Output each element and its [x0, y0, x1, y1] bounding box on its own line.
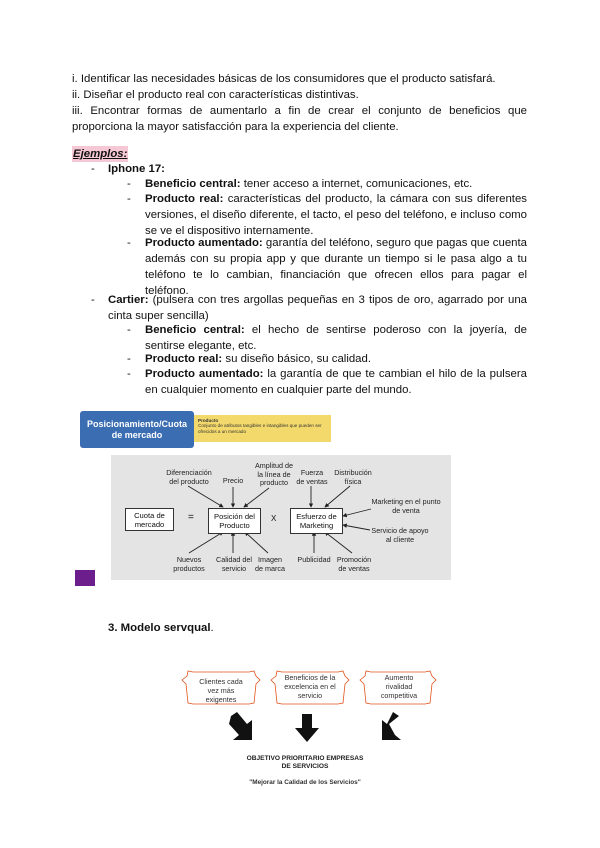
servqual-objective: OBJETIVO PRIORITARIO EMPRESAS DE SERVICIOS	[246, 755, 364, 770]
cartier-item-dash: -	[127, 324, 131, 336]
top-label-diferenciacion: Diferenciación del producto	[166, 468, 212, 486]
iphone-item-dash: -	[127, 193, 131, 205]
esfuerzo-box: Esfuerzo de Marketing	[290, 508, 343, 534]
bottom-label-calidad: Calidad del servicio	[216, 555, 252, 573]
cartier-item-dash: -	[127, 368, 131, 380]
iphone-producto-real: Producto real: características del producto, la cámara con sus diferentes versiones, el diseño diferente, el tacto, el peso del teléfono, e incluso como se ve el dispositivo internamente.	[145, 193, 527, 237]
iphone-item-dash: -	[127, 237, 131, 249]
cartier-producto-aumentado: Producto aumentado: la garantía de que te cambian el hilo de la pulsera en cualquier momento en cualquier parte del mundo.	[145, 368, 527, 396]
intro-line-1: i. Identificar las necesidades básicas de los consumidores que el producto satisfará.	[72, 73, 496, 85]
intro-line-2: ii. Diseñar el producto real con características distintivas.	[72, 89, 359, 101]
iphone-dash: -	[91, 163, 95, 175]
cartier-beneficio-central: Beneficio central: el hecho de sentirse poderoso con la joyería, de sentirse elegante, etc.	[145, 324, 527, 352]
servqual-quote: "Mejorar la Calidad de los Servicios"	[249, 779, 361, 786]
intro-line-3: iii. Encontrar formas de aumentarlo a fin de crear el conjunto de beneficios que proporciona la mayor satisfacción para la experiencia del cliente.	[72, 105, 527, 133]
section-3-title: 3. Modelo servqual.	[108, 622, 214, 634]
servqual-box-rivalidad: Aumento rivalidad competitiva	[380, 673, 418, 700]
right-label-servicio-apoyo: Servicio de apoyo al cliente	[371, 526, 429, 544]
servqual-box-beneficios: Beneficios de la excelencia en el servicio	[284, 673, 336, 700]
top-label-fuerza: Fuerza de ventas	[296, 468, 328, 486]
servqual-box-clientes: Clientes cada vez más exigentes	[199, 677, 243, 704]
bottom-label-nuevos: Nuevos productos	[173, 555, 205, 573]
cartier-producto-real: Producto real: su diseño básico, su calidad.	[145, 353, 372, 365]
iphone-beneficio-central: Beneficio central: tener acceso a internet, comunicaciones, etc.	[145, 178, 473, 190]
cuota-box: Cuota de mercado	[125, 508, 174, 531]
examples-heading: Ejemplos:	[73, 148, 128, 160]
cartier-dash: -	[91, 294, 95, 306]
figure-note-title: Producto	[198, 418, 219, 423]
top-label-amplitud: Amplitud de la línea de producto	[255, 461, 293, 487]
cartier-item-dash: -	[127, 353, 131, 365]
equals-sign: =	[188, 512, 194, 523]
figure-note-text: Conjunto de atributos tangibles e intangibles que pueden ser ofrecidos a un mercado	[198, 423, 322, 434]
iphone-item-dash: -	[127, 178, 131, 190]
bottom-label-imagen: Imagen de marca	[255, 555, 285, 573]
top-label-distribucion: Distribución física	[334, 468, 372, 486]
iphone-title: Iphone 17:	[108, 163, 165, 175]
top-label-precio: Precio	[222, 476, 244, 485]
bottom-label-publicidad: Publicidad	[297, 555, 331, 564]
iphone-producto-aumentado: Producto aumentado: garantía del teléfono, seguro que pagas que cuenta además con su propia app y que durante un tiempo si le pasa algo a tu teléfono te lo cambian, financiación que ofrecen ellos para pagar el teléfono.	[145, 237, 527, 297]
posicion-box: Posición del Producto	[208, 508, 261, 534]
cartier-intro: Cartier: (pulsera con tres argollas pequeñas en 3 tipos de oro, agarrado por una cinta super sencilla)	[108, 294, 527, 322]
bottom-label-promocion: Promoción de ventas	[336, 555, 372, 573]
right-label-marketing-punto: Marketing en el punto de venta	[371, 497, 441, 515]
times-sign: X	[271, 514, 277, 523]
figure-banner: Posicionamiento/Cuota de mercado	[80, 411, 194, 448]
